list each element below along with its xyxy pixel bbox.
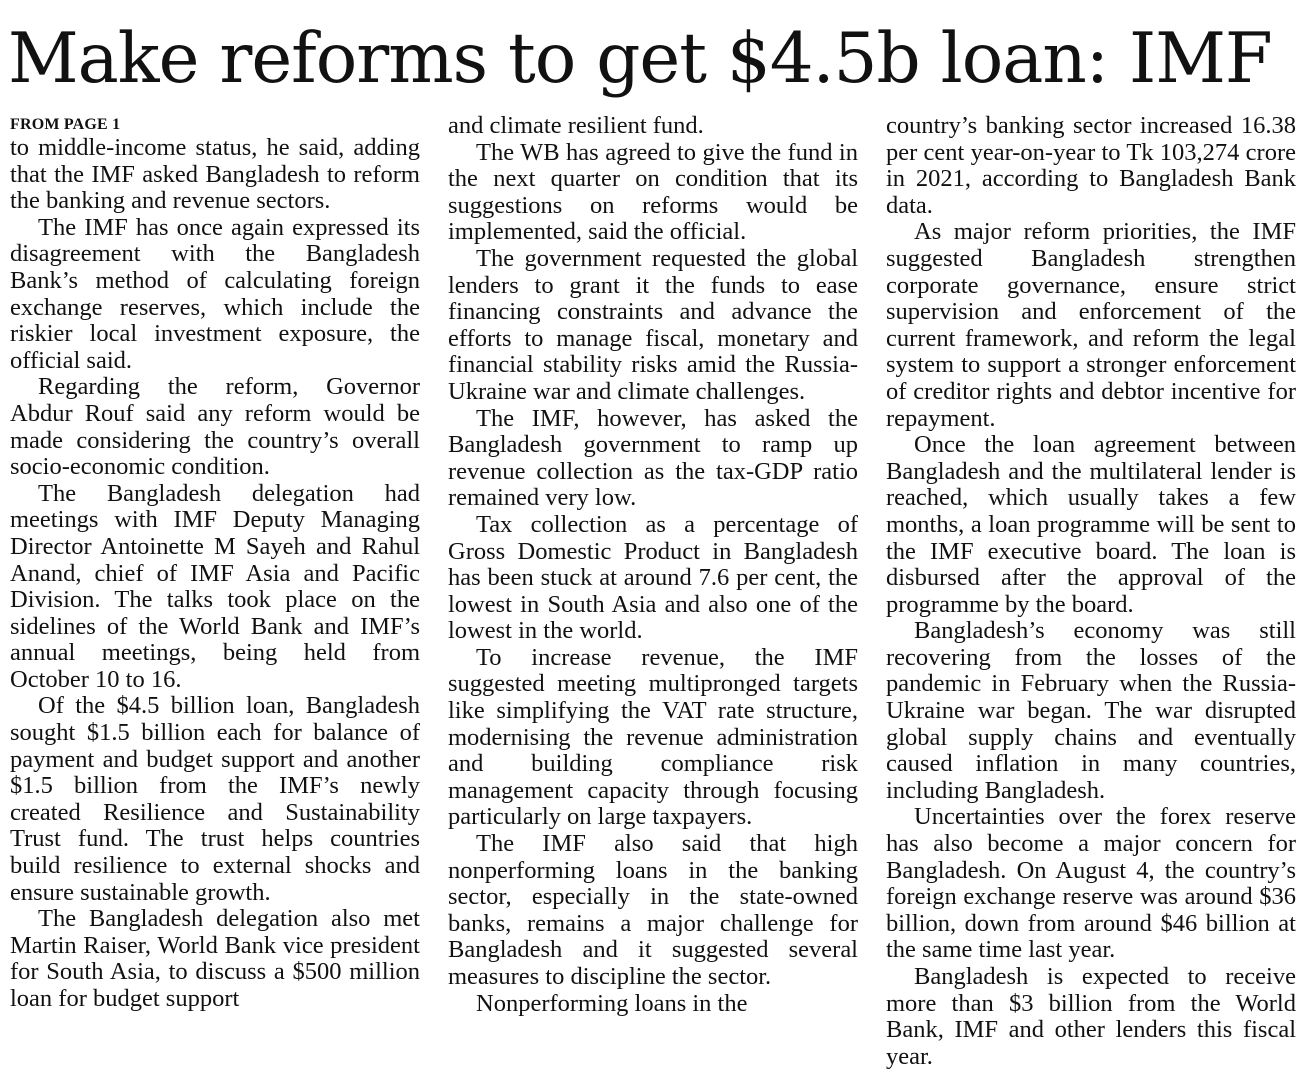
article-paragraph: The government requested the global lenders to grant it the funds to ease financing constraints and advance the efforts to manage fiscal, monetary and financial stability risks amid the Russia-Ukraine war and climate challenges. — [448, 244, 858, 405]
article-paragraph: The Bangladesh delegation had meetings with IMF Deputy Managing Director Antoinette M Sayeh and Rahul Anand, chief of IMF Asia and Pacific Division. The talks took place on the sidelines of the World Bank and IMF’s annual meetings, being held from October 10 to 16. — [10, 479, 420, 693]
article-paragraph: To increase revenue, the IMF suggested meeting multipronged targets like simplifying the VAT rate structure, modernising the revenue administration and building compliance risk management capacity through focusing particularly on large taxpayers. — [448, 643, 858, 831]
article-paragraph: Of the $4.5 billion loan, Bangladesh sought $1.5 billion each for balance of payment and budget support and another $1.5 billion from the IMF’s newly created Resilience and Sustainability Trust fund. The trust helps countries build resilience to external shocks and ensure sustainable growth. — [10, 692, 420, 906]
article-paragraph: to middle-income status, he said, adding that the IMF asked Bangladesh to reform the banking and revenue sectors. — [10, 134, 420, 215]
article-paragraph: Uncertainties over the forex reserve has also become a major concern for Bangladesh. On August 4, the country’s foreign exchange reserve was around $36 billion, down from around $46 billion at the same time last year. — [886, 803, 1296, 964]
article-paragraph: Nonperforming loans in the — [476, 989, 748, 1017]
article-paragraph: The Bangladesh delegation also met Martin Raiser, World Bank vice president for South Asia, to discuss a $500 million loan for budget support — [10, 905, 420, 1012]
article-paragraph: The IMF also said that high nonperforming loans in the banking sector, especially in the state-owned banks, remains a major challenge for Bangladesh and it suggested several measures to discipline the sector. — [448, 830, 858, 990]
article-paragraph: Bangladesh’s economy was still recovering from the losses of the pandemic in February when the Russia-Ukraine war began. The war disrupted global supply chains and eventually caused inflation in many countries, including Bangladesh. — [886, 617, 1296, 804]
article-paragraph: Regarding the reform, Governor Abdur Rouf said any reform would be made considering the country’s overall socio-economic condition. — [10, 373, 420, 481]
article-column-1 — [10, 113, 420, 1083]
article-paragraph: Tax collection as a percentage of Gross Domestic Product in Bangladesh has been stuck at around 7.6 per cent, the lowest in South Asia and also one of the lowest in the world. — [448, 510, 858, 645]
article-paragraph: The IMF, however, has asked the Bangladesh government to ramp up revenue collection as the tax-GDP ratio remained very low. — [448, 404, 858, 512]
article-column-2 — [448, 113, 858, 1083]
headline: Make reforms to get $4.5b loan: IMF — [8, 19, 1272, 99]
article-paragraph: Once the loan agreement between Bangladesh and the multilateral lender is reached, which usually takes a few months, a loan programme will be sent to the IMF executive board. The loan is disbursed after the approval of the programme by the board. — [886, 431, 1296, 618]
article-paragraph: country’s banking sector increased 16.38 per cent year-on-year to Tk 103,274 crore in 2021, according to Bangladesh Bank data. — [886, 113, 1296, 219]
jump-line: FROM PAGE 1 — [10, 116, 121, 133]
article-paragraph: and climate resilient fund. — [448, 113, 704, 139]
article-column-3 — [886, 113, 1296, 1083]
article-paragraph: As major reform priorities, the IMF suggested Bangladesh strengthen corporate governance, ensure strict supervision and enforcement of the current framework, and reform the legal system to support a stronger enforcement of creditor rights and debtor incentive for repayment. — [886, 218, 1296, 432]
article-paragraph: The WB has agreed to give the fund in the next quarter on condition that its suggestions on reforms would be implemented, said the official. — [448, 138, 858, 246]
article-paragraph: The IMF has once again expressed its disagreement with the Bangladesh Bank’s method of calculating foreign exchange reserves, which include the riskier local investment exposure, the official said. — [10, 213, 420, 374]
article-paragraph: Bangladesh is expected to receive more than $3 billion from the World Bank, IMF and other lenders this fiscal year. — [886, 963, 1296, 1070]
